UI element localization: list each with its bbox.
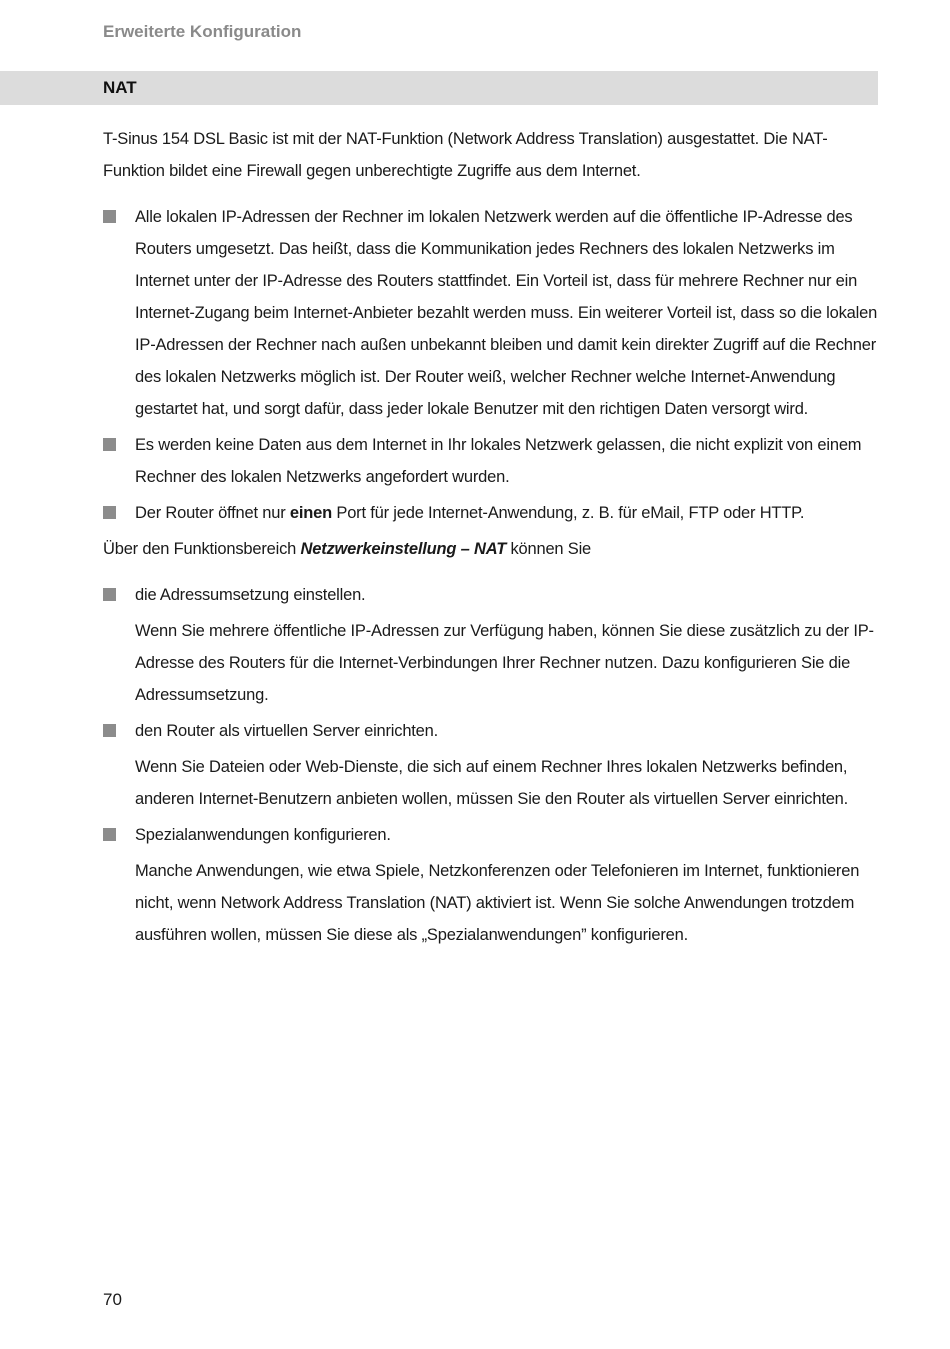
functions-intro-start: Über den Funktionsbereich: [103, 540, 301, 558]
list-item-emphasis: einen: [289, 504, 332, 522]
function-item: [103, 819, 878, 851]
running-head: Erweiterte Konfiguration: [103, 22, 302, 41]
list-item-text: Es werden keine Daten aus dem Internet in Ihr lokales Netzwerk gelassen, die nicht explizit von einem Rechner des lokalen Netzwerks angefordert wurden.: [135, 436, 862, 486]
function-label: die Adressumsetzung einstellen.: [135, 586, 366, 604]
function-description: Manche Anwendungen, wie etwa Spiele, Netzkonferenzen oder Telefonieren im Internet, funktionieren nicht, wenn Network Address Translation (NAT) aktiviert ist. Wenn Sie solche Anwendungen trotzdem ausführen wollen, müssen Sie diese als „Spezialanwendungen” konfigurieren.: [135, 862, 860, 944]
function-description: Wenn Sie Dateien oder Web-Dienste, die sich auf einem Rechner Ihres lokalen Netzwerks befinden, anderen Internet-Benutzern anbieten wollen, müssen Sie den Router als virtuellen Server einrichten.: [135, 758, 849, 808]
bullet-square-icon: [103, 438, 116, 451]
functions-intro: [103, 533, 878, 565]
list-item-text-start: Der Router öffnet nur: [135, 504, 290, 522]
bullet-square-icon: [103, 506, 116, 519]
page-number: 70: [103, 1290, 122, 1309]
function-label: Spezialanwendungen konfigurieren.: [135, 826, 391, 844]
function-item: [103, 715, 878, 747]
section-title: NAT: [103, 78, 137, 97]
bullet-square-icon: [103, 588, 116, 601]
body-content: [103, 123, 878, 955]
function-item: [103, 579, 878, 611]
functions-intro-end: können Sie: [506, 540, 592, 558]
list-item-text: Alle lokalen IP-Adressen der Rechner im lokalen Netzwerk werden auf die öffentliche IP-Adresse des Routers umgesetzt. Das heißt, dass die Kommunikation jedes Rechners des lokalen Netzwerks im Internet unter der IP-Adresse des Routers stattfindet. Ein Vorteil ist, dass für mehrere Rechner nur ein Internet-Zugang beim Internet-Anbieter bezahlt werden muss. Ein weiterer Vorteil ist, dass so die lokalen IP-Adressen der Rechner nach außen unbekannt bleiben und damit kein direkter Zugriff auf die Rechner des lokalen Netzwerks möglich ist. Der Router weiß, welcher Rechner welche Internet-Anwendung gestartet hat, und sorgt dafür, dass jeder lokale Benutzer mit den richtigen Daten versorgt wird.: [135, 208, 878, 418]
bullet-square-icon: [103, 828, 116, 841]
menu-path-reference: Netzwerkeinstellung – NAT: [300, 540, 507, 558]
bullet-square-icon: [103, 724, 116, 737]
list-item: [103, 497, 878, 529]
list-item: [103, 201, 878, 425]
intro-paragraph: T-Sinus 154 DSL Basic ist mit der NAT-Funktion (Network Address Translation) ausgestattet. Die NAT-Funktion bildet eine Firewall gegen unberechtigte Zugriffe aus dem Internet.: [103, 130, 828, 180]
list-item: [103, 429, 878, 493]
function-description: Wenn Sie mehrere öffentliche IP-Adressen zur Verfügung haben, können Sie diese zusätzlich zu der IP-Adresse des Routers für die Internet-Verbindungen Ihrer Rechner nutzen. Dazu konfigurieren Sie die Adressumsetzung.: [135, 622, 874, 704]
function-label: den Router als virtuellen Server einrichten.: [135, 722, 439, 740]
bullet-square-icon: [103, 210, 116, 223]
section-header-bar: [0, 71, 878, 105]
list-item-text-end: Port für jede Internet-Anwendung, z. B. für eMail, FTP oder HTTP.: [332, 504, 805, 522]
